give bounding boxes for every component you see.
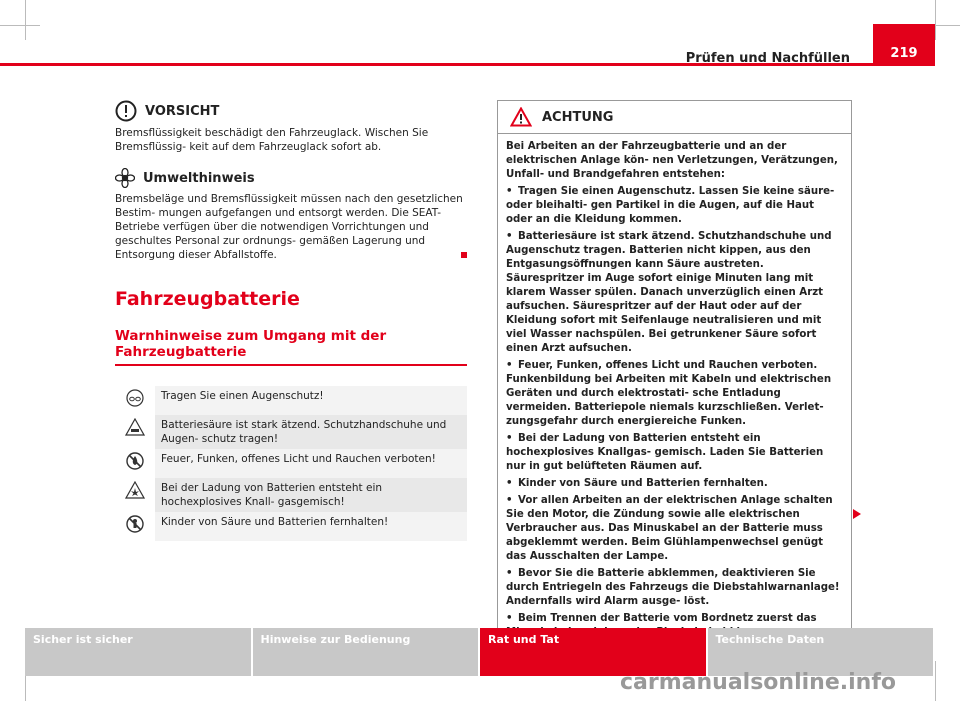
warning-table — [115, 386, 467, 541]
list-item: • Vor allen Arbeiten an der elektrischen Anlage schalten Sie den Motor, die Zündung sowie alle elektrischen Verbraucher aus. Das Minuskabel an der Batterie muss abgeklemmt werden. Beim Glühlampenwechsel genügt das Ausschalten der Lampe. — [506, 495, 833, 562]
warning-text: Kinder von Säure und Batterien fernhalten! — [155, 512, 467, 541]
page-header-title: Prüfen und Nachfüllen — [685, 51, 850, 66]
left-column — [115, 100, 467, 541]
page-number: 219 — [890, 46, 918, 61]
table-row — [115, 478, 467, 512]
crop-mark — [935, 661, 936, 701]
environment-text: Bremsbeläge und Bremsflüssigkeit müssen nach den gesetzlichen Bestim- mungen aufgefangen und entsorgt werden. Die SEAT-Betriebe verfügen über die notwendigen Vorrichtungen und geschultes Personal zur ordnungs- gemäßen Lagerung und Entsorgung dieser Abfallstoffe. — [115, 192, 467, 262]
end-marker — [461, 252, 467, 258]
tab-technische-daten[interactable]: Technische Daten — [708, 628, 936, 676]
bullet-icon: • — [506, 360, 513, 371]
section-title: Fahrzeugbatterie — [115, 288, 300, 310]
flower-icon — [115, 168, 135, 188]
list-item: • Batteriesäure ist stark ätzend. Schutzhandschuhe und Augenschutz tragen. Batterien nicht kippen, aus den Entgasungsöffnungen kann Säure austreten. Säurespritzer im Auge sofort einige Minuten lang mit klarem Wasser spülen. Danach unverzüglich einen Arzt aufsuchen. Säurespritzer auf der Haut oder auf der Kleidung sofort mit Seifenlauge neutralisieren und mit viel Wasser nachspülen. Bei getrunkener Säure sofort einen Arzt aufsuchen. — [506, 231, 832, 354]
warning-text: Batteriesäure ist stark ätzend. Schutzhandschuhe und Augen- schutz tragen! — [155, 415, 467, 449]
warning-text: Feuer, Funken, offenes Licht und Rauchen verboten! — [155, 449, 467, 478]
warning-intro: Bei Arbeiten an der Fahrzeugbatterie und an der elektrischen Anlage kön- nen Verletzungen, Verätzungen, Unfall- und Brandgefahren entstehen: — [506, 141, 838, 180]
warning-text: Tragen Sie einen Augenschutz! — [155, 386, 467, 415]
page-number-box — [873, 24, 935, 66]
caution-title: VORSICHT — [145, 103, 220, 119]
warning-box-heading — [498, 101, 851, 134]
list-item: • Bevor Sie die Batterie abklemmen, deaktivieren Sie durch Entriegeln des Fahrzeugs die Diebstahlwarnanlage! Andernfalls wird Alarm ausge- löst. — [506, 568, 840, 607]
tab-rat-und-tat[interactable]: Rat und Tat — [480, 628, 708, 676]
explosive-icon — [125, 481, 145, 499]
bullet-icon: • — [506, 495, 513, 506]
list-item: • Bei der Ladung von Batterien entsteht ein hochexplosives Knallgas- gemisch. Laden Sie Batterien nur in gut belüfteten Räumen auf. — [506, 433, 824, 472]
goggles-icon — [126, 389, 144, 407]
bullet-icon: • — [506, 478, 513, 489]
warning-text: Bei der Ladung von Batterien entsteht ein hochexplosives Knall- gasgemisch! — [155, 478, 467, 512]
warning-box-body — [498, 134, 851, 649]
warning-box-title: ACHTUNG — [542, 109, 614, 125]
warning-triangle-icon — [510, 107, 532, 127]
list-item: • Kinder von Säure und Batterien fernhalten. — [506, 478, 768, 489]
watermark: carmanualsonline.info — [620, 670, 896, 695]
table-row — [115, 415, 467, 449]
crop-mark — [0, 25, 40, 26]
table-row — [115, 386, 467, 415]
bullet-icon: • — [506, 186, 513, 197]
subsection-title: Warnhinweise zum Umgang mit der Fahrzeugbatterie — [115, 328, 467, 366]
table-row — [115, 512, 467, 541]
warning-box — [497, 100, 852, 650]
table-row — [115, 449, 467, 478]
environment-heading — [115, 168, 467, 188]
environment-title: Umwelthinweis — [143, 170, 255, 186]
bullet-icon: • — [506, 568, 513, 579]
crop-mark — [935, 0, 936, 40]
list-item: • Beim Trennen der Batterie vom Bordnetz zuerst das — [506, 613, 817, 624]
list-item: • Tragen Sie einen Augenschutz. Lassen Sie keine säure- oder bleihalti- gen Partikel in die Augen, auf die Haut oder an die Kleidung kommen. — [506, 186, 835, 225]
bullet-icon: • — [506, 433, 513, 444]
continue-arrow-icon — [852, 508, 862, 520]
no-fire-icon — [126, 452, 144, 470]
chapter-tabs — [25, 628, 935, 676]
acid-icon — [125, 418, 145, 436]
list-item: • Feuer, Funken, offenes Licht und Rauchen verboten. Funkenbildung bei Arbeiten mit Kabeln und elektrischen Geräten und durch elektrostati- sche Entladung vermeiden. Batteriepole niemals kurzschließen. Verlet- zungsgefahr durch energiereiche Funken. — [506, 360, 832, 427]
bullet-icon: • — [506, 231, 513, 242]
keep-children-away-icon — [126, 515, 144, 533]
caution-heading — [115, 100, 467, 122]
crop-mark — [25, 0, 26, 40]
tab-hinweise-zur-bedienung[interactable]: Hinweise zur Bedienung — [253, 628, 481, 676]
exclamation-circle-icon — [115, 100, 137, 122]
caution-text: Bremsflüssigkeit beschädigt den Fahrzeuglack. Wischen Sie Bremsflüssig- keit auf dem Fahrzeuglack sofort ab. — [115, 127, 429, 153]
tab-sicher-ist-sicher[interactable]: Sicher ist sicher — [25, 628, 253, 676]
bullet-icon: • — [506, 613, 513, 624]
